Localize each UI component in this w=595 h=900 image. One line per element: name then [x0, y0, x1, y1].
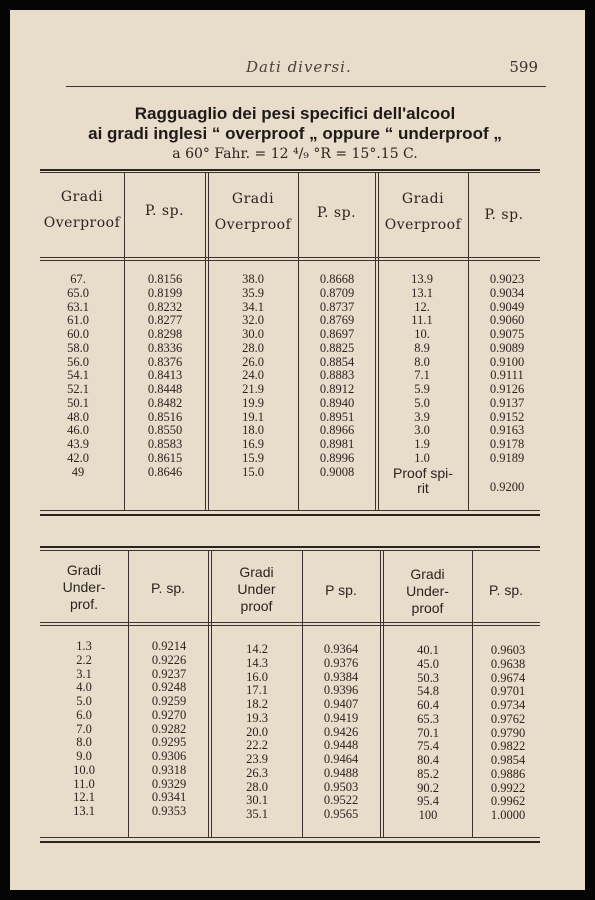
table-cell: 18.2 — [246, 697, 268, 711]
table-cell: 0.9341 — [151, 790, 187, 805]
table-cell: 17.1 — [246, 683, 268, 698]
table-cell: 6.0 — [76, 707, 92, 722]
table-title-line2: ai gradi inglesi “ overproof „ oppure “ underproof „ — [88, 124, 502, 143]
table-cell: 43.9 — [67, 437, 89, 451]
table-cell: 3.9 — [414, 409, 430, 424]
table-cell: 1.0000 — [490, 808, 526, 822]
table-cell: 0.8583 — [147, 437, 183, 451]
rule — [40, 169, 540, 171]
table-cell: 3.1 — [76, 666, 92, 681]
header-gradi-underprof: Gradi Under- prof. — [62, 562, 106, 612]
table-cell: 0.9259 — [151, 694, 187, 708]
table-cell: 0.8981 — [319, 437, 355, 451]
table-cell: 28.0 — [246, 779, 268, 794]
table-cell: 18.0 — [242, 423, 264, 438]
table-cell: 0.9448 — [323, 738, 359, 753]
table-cell: 10. — [414, 327, 430, 341]
table-cell: 0.9674 — [490, 670, 526, 685]
underproof-col1-grades — [54, 640, 114, 819]
table-cell: 0.9008 — [319, 464, 355, 479]
table-cell: 0.8482 — [147, 395, 183, 410]
table-cell: 95.4 — [417, 794, 439, 809]
table-cell: 0.9318 — [151, 762, 187, 777]
table-cell: 46.0 — [67, 423, 89, 438]
table-cell: 19.1 — [242, 409, 264, 424]
table-cell: 0.9376 — [323, 655, 359, 670]
header-gradi-overproof: Gradi Overproof — [214, 191, 292, 233]
table-cell: 85.2 — [417, 766, 439, 781]
table-cell: 0.9237 — [151, 666, 187, 681]
table-cell: 12. — [414, 299, 430, 314]
header-psp: P. sp. — [316, 205, 357, 221]
table-cell: 0.8413 — [147, 368, 183, 383]
table-cell: 75.4 — [417, 739, 439, 754]
table-cell: 11.0 — [73, 776, 95, 791]
table-cell: 0.9111 — [490, 368, 524, 383]
table-cell: 8.0 — [76, 735, 92, 750]
running-title: Dati diversi. — [246, 58, 352, 76]
table-cell: 42.0 — [67, 450, 89, 465]
table-cell: 0.8966 — [319, 423, 355, 438]
underproof-col3-psp — [476, 644, 540, 823]
table-cell: 1.3 — [76, 639, 92, 653]
table-cell: 0.9137 — [489, 395, 525, 410]
table-cell: 0.8825 — [319, 340, 355, 355]
table-cell: 52.1 — [67, 382, 89, 396]
table-cell: 0.8615 — [147, 450, 183, 465]
table-cell: 54.1 — [67, 368, 89, 383]
table-cell: 0.8376 — [147, 354, 183, 369]
table-cell: 0.9396 — [323, 683, 359, 698]
table-cell: 24.0 — [242, 368, 264, 383]
table-cell: 0.9701 — [490, 684, 526, 699]
page-number: 599 — [509, 58, 538, 76]
table-cell: 0.9100 — [489, 354, 525, 369]
table-cell: 0.9126 — [489, 382, 525, 396]
table-cell: 13.9 — [411, 272, 433, 286]
table-cell: 0.9295 — [151, 735, 187, 750]
table-cell: 0.9189 — [489, 450, 525, 465]
overproof-col1-psp — [134, 273, 196, 479]
table-cell: 19.3 — [246, 710, 268, 725]
underproof-col3-grades — [396, 644, 460, 823]
table-cell: 0.9762 — [490, 711, 526, 726]
table-cell: 0.8912 — [319, 382, 355, 396]
table-cell: 0.9248 — [151, 680, 187, 695]
table-cell: 7.1 — [414, 368, 430, 383]
table-cell: 5.0 — [414, 395, 430, 410]
table-cell: 0.8769 — [319, 313, 355, 328]
table-cell: 65.3 — [417, 711, 439, 726]
table-cell: 26.3 — [246, 765, 268, 780]
table-cell: 0.8516 — [147, 409, 183, 424]
table-cell: 0.9603 — [490, 643, 526, 657]
table-cell: 7.0 — [76, 721, 92, 736]
table-cell: 0.8996 — [319, 450, 355, 465]
table-cell: 0.8277 — [147, 313, 183, 328]
table-cell: 26.0 — [242, 354, 264, 369]
rule — [40, 172, 540, 173]
table-cell: 0.8298 — [147, 327, 183, 341]
table-cell: 0.8737 — [319, 299, 355, 314]
rule — [40, 546, 540, 548]
header-psp: P. sp. — [144, 203, 185, 219]
table-cell: 8.9 — [414, 340, 430, 355]
table-cell: 0.9854 — [490, 753, 526, 767]
table-cell: 0.8709 — [319, 285, 355, 300]
table-cell: 15.9 — [242, 450, 264, 465]
table-cell: 0.9214 — [151, 639, 187, 653]
table-cell: 16.9 — [242, 437, 264, 451]
header-psp: P. sp. — [489, 582, 523, 598]
table-cell: 8.0 — [414, 354, 430, 369]
table-cell: 34.1 — [242, 299, 264, 314]
rule — [40, 550, 540, 551]
table-cell: 0.8336 — [147, 340, 183, 355]
table-cell: 40.1 — [417, 643, 439, 657]
table-cell: 0.9152 — [489, 409, 525, 424]
rule — [40, 622, 540, 623]
proof-spirit-value: 0.9200 — [489, 480, 525, 494]
table-cell: 5.9 — [414, 382, 430, 396]
table-cell: 0.8448 — [147, 382, 183, 396]
table-cell: 0.8199 — [147, 285, 183, 300]
overproof-col1-grades — [48, 273, 108, 479]
table-cell: 70.1 — [417, 725, 439, 740]
table-cell: 30.1 — [246, 793, 268, 808]
rule — [40, 837, 540, 838]
table-cell: 0.9922 — [490, 780, 526, 795]
table-cell: 0.8883 — [319, 368, 355, 383]
table-cell: 13.1 — [411, 285, 433, 300]
book-page — [10, 10, 585, 890]
overproof-col2-psp — [305, 273, 369, 479]
underproof-col2-grades — [226, 643, 288, 822]
column-divider — [208, 550, 209, 837]
overproof-col2-grades — [222, 273, 284, 479]
overproof-col3-psp — [476, 273, 538, 466]
table-cell: 0.8854 — [319, 354, 355, 369]
table-cell: 0.9407 — [323, 697, 359, 711]
table-cell: 0.9790 — [490, 725, 526, 740]
header-psp: P. sp. — [484, 207, 524, 223]
table-cell: 14.2 — [246, 642, 268, 656]
table-cell: 0.9178 — [489, 437, 525, 451]
table-cell: 0.9426 — [323, 724, 359, 739]
table-cell: 30.0 — [242, 327, 264, 341]
table-cell: 0.9488 — [323, 765, 359, 780]
table-cell: 0.9075 — [489, 327, 525, 341]
table-cell: 0.8156 — [147, 272, 183, 286]
table-cell: 0.9384 — [323, 669, 359, 684]
table-cell: 0.9306 — [151, 749, 187, 763]
table-cell: 49 — [71, 464, 85, 479]
table-cell: 0.9886 — [490, 766, 526, 781]
table-cell: 1.9 — [414, 437, 430, 451]
table-cell: 38.0 — [242, 272, 264, 286]
table-cell: 60.0 — [67, 327, 89, 341]
table-cell: 32.0 — [242, 313, 264, 328]
table-cell: 2.2 — [76, 652, 92, 667]
table-cell: 12.1 — [73, 790, 95, 805]
header-psp: P. sp. — [151, 580, 185, 596]
table-cell: 0.9034 — [489, 285, 525, 300]
table-cell: 0.9023 — [489, 272, 525, 286]
table-cell: 0.9419 — [323, 710, 359, 725]
table-cell: 45.0 — [417, 656, 439, 671]
table-cell: 4.0 — [76, 680, 92, 695]
table-cell: 0.9089 — [489, 340, 525, 355]
table-cell: 60.4 — [417, 698, 439, 712]
table-cell: 0.9464 — [323, 752, 359, 766]
table-cell: 1.0 — [414, 450, 430, 465]
table-cell: 0.8232 — [147, 299, 183, 314]
table-cell: 0.9049 — [489, 299, 525, 314]
table-cell: 0.9060 — [489, 313, 525, 328]
table-cell: 0.9353 — [151, 804, 187, 818]
table-cell: 22.2 — [246, 738, 268, 753]
underproof-col1-psp — [138, 640, 200, 819]
table-cell: 0.9822 — [490, 739, 526, 754]
table-cell: 28.0 — [242, 340, 264, 355]
table-cell: 50.1 — [67, 395, 89, 410]
table-cell: 0.9226 — [151, 652, 187, 667]
table-cell: 35.1 — [246, 807, 268, 821]
table-cell: 48.0 — [67, 409, 89, 424]
rule — [40, 625, 540, 626]
table-cell: 63.1 — [67, 299, 89, 314]
table-title-line3: a 60° Fahr. = 12 ⁴/₉ °R = 15°.15 C. — [172, 146, 418, 162]
proof-spirit-label: Proof spi- rit — [393, 465, 453, 496]
table-cell: 0.9282 — [151, 721, 187, 736]
table-cell: 35.9 — [242, 285, 264, 300]
rule — [40, 257, 540, 258]
table-cell: 58.0 — [67, 340, 89, 355]
rule — [40, 510, 540, 511]
table-cell: 0.9962 — [490, 794, 526, 809]
rule — [40, 260, 540, 261]
table-cell: 0.9522 — [323, 793, 359, 808]
table-cell: 0.8697 — [319, 327, 355, 341]
table-cell: 0.9565 — [323, 807, 359, 821]
header-psp: P sp. — [325, 582, 357, 598]
table-cell: 56.0 — [67, 354, 89, 369]
column-divider — [375, 172, 376, 510]
table-cell: 10.0 — [73, 762, 95, 777]
table-cell: 80.4 — [417, 753, 439, 767]
table-cell: 0.8951 — [319, 409, 355, 424]
table-cell: 15.0 — [242, 464, 264, 479]
table-cell: 20.0 — [246, 724, 268, 739]
table-cell: 54.8 — [417, 684, 439, 699]
table-cell: 50.3 — [417, 670, 439, 685]
table-cell: 0.9503 — [323, 779, 359, 794]
table-cell: 23.9 — [246, 752, 268, 766]
rule — [40, 514, 540, 516]
table-cell: 14.3 — [246, 655, 268, 670]
table-cell: 11.1 — [411, 313, 433, 328]
table-cell: 21.9 — [242, 382, 264, 396]
header-gradi-overproof: Gradi Overproof — [384, 191, 462, 233]
header-gradi-overproof: Gradi Overproof — [43, 189, 121, 231]
header-gradi-underproof: Gradi Under proof — [237, 564, 276, 614]
table-cell: 61.0 — [67, 313, 89, 328]
table-cell: 0.8550 — [147, 423, 183, 438]
table-cell: 0.9734 — [490, 698, 526, 712]
table-cell: 0.9163 — [489, 423, 525, 438]
table-cell: 0.8668 — [319, 272, 355, 286]
table-cell: 90.2 — [417, 780, 439, 795]
table-cell: 0.9364 — [323, 642, 359, 656]
table-cell: 67. — [70, 272, 86, 286]
column-divider — [205, 172, 206, 510]
rule — [40, 841, 540, 843]
header-gradi-underproof: Gradi Under- proof — [406, 566, 449, 616]
overproof-col3-grades — [390, 273, 454, 466]
table-cell: 13.1 — [73, 804, 95, 818]
table-cell: 0.9270 — [151, 707, 187, 722]
table-cell: 0.8940 — [319, 395, 355, 410]
table-cell: 3.0 — [414, 423, 430, 438]
table-cell: 100 — [418, 808, 438, 822]
table-cell: 16.0 — [246, 669, 268, 684]
table-cell: 0.9638 — [490, 656, 526, 671]
table-cell: 5.0 — [76, 694, 92, 708]
table-cell: 9.0 — [76, 749, 92, 763]
table-cell: 0.8646 — [147, 464, 183, 479]
running-head — [66, 56, 546, 87]
table-title-line1: Ragguaglio dei pesi specifici dell'alcool — [134, 104, 456, 123]
column-divider — [380, 550, 381, 837]
table-cell: 65.0 — [67, 285, 89, 300]
underproof-col2-psp — [308, 643, 374, 822]
table-cell: 19.9 — [242, 395, 264, 410]
table-cell: 0.9329 — [151, 776, 187, 791]
